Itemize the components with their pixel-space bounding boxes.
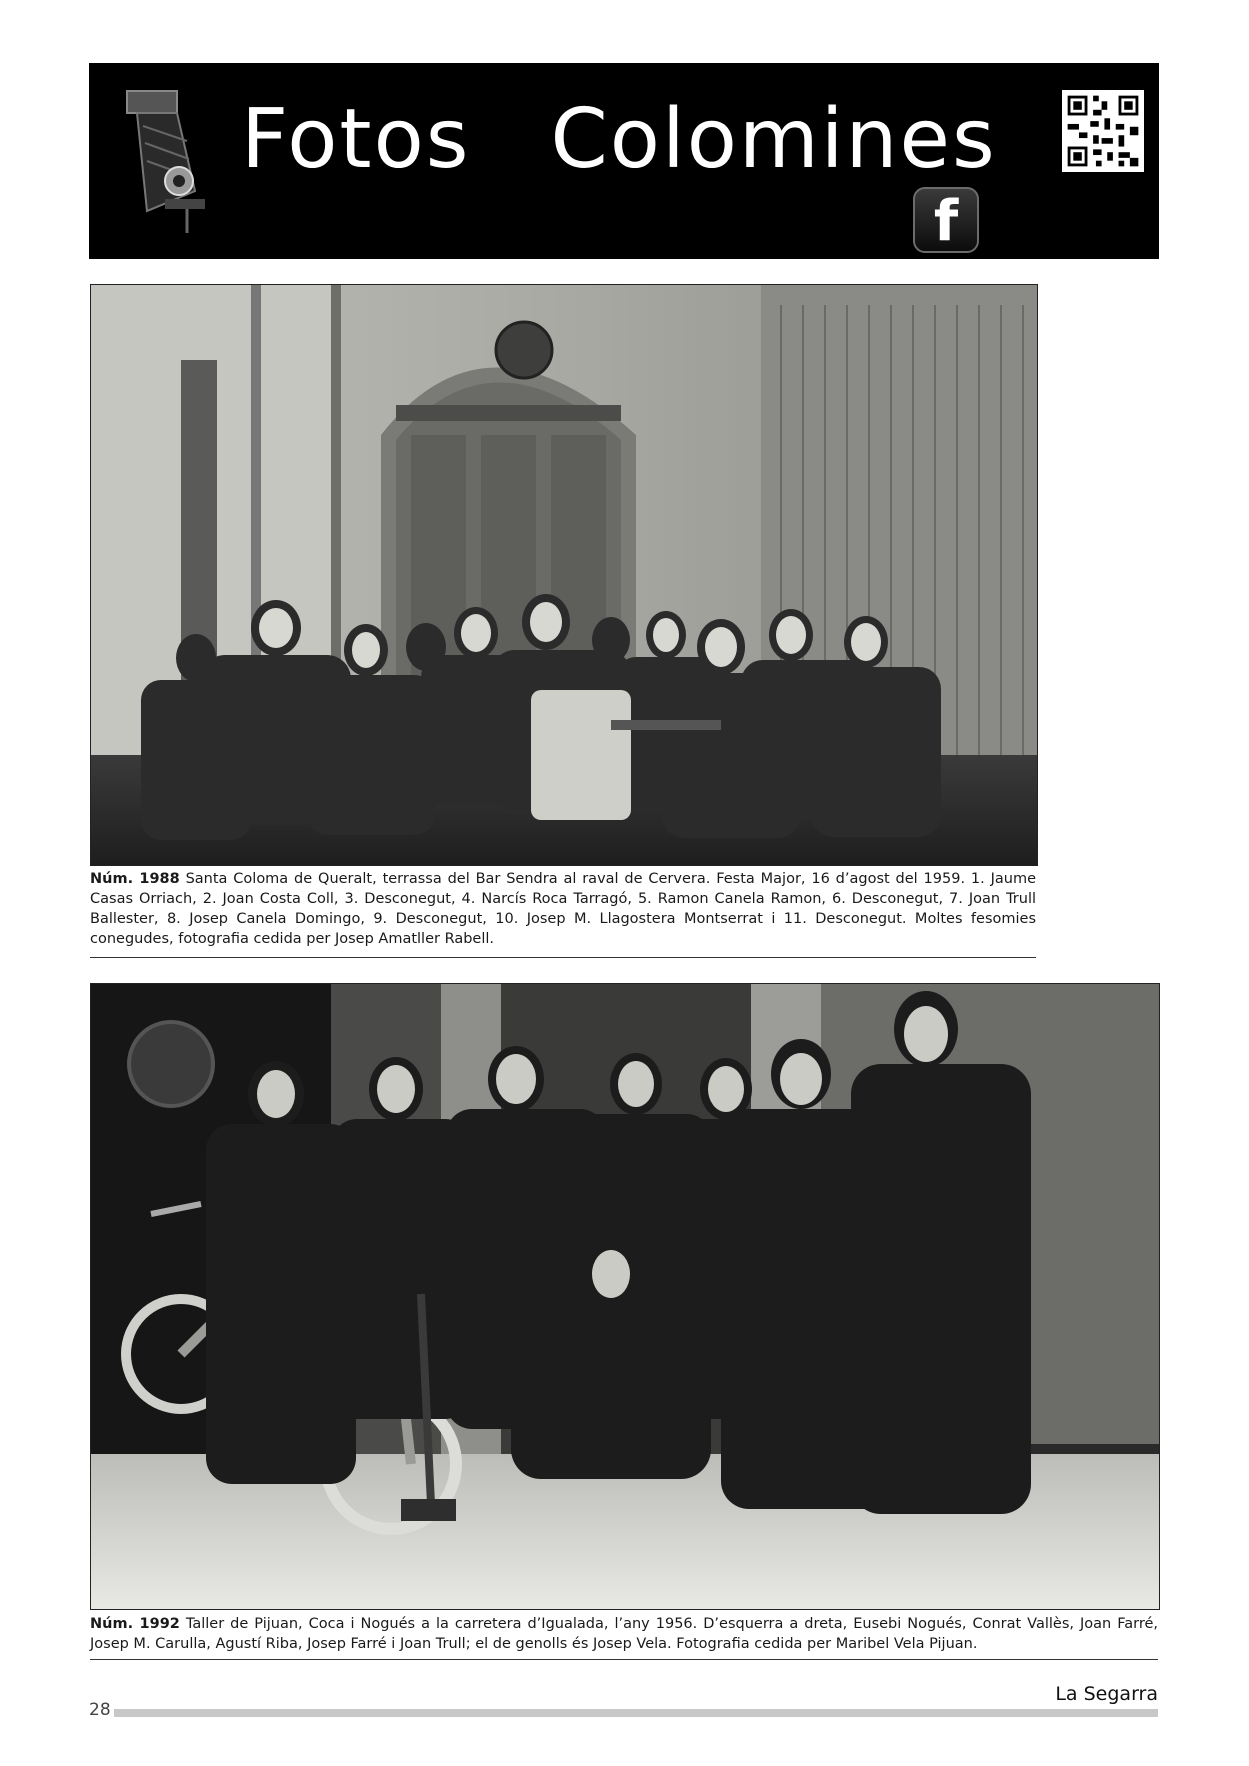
header-banner [89, 63, 1159, 259]
caption-number: Núm. 1992 [90, 1616, 180, 1632]
facebook-icon[interactable]: f [913, 187, 979, 253]
photo-caption-2 [90, 1614, 1158, 1654]
page-number: 28 [89, 1700, 111, 1720]
photo-caption-1 [90, 869, 1036, 949]
photo-bar-sendra-terrace [90, 284, 1038, 866]
banner-title: Fotos Colomines [241, 92, 997, 187]
camera-icon [117, 81, 217, 241]
photo-pijuan-workshop [90, 983, 1160, 1610]
caption-divider [90, 957, 1036, 958]
footer-bar [114, 1709, 1158, 1717]
caption-text: Taller de Pijuan, Coca i Nogués a la carretera d’Igualada, l’any 1956. D’esquerra a dreta, Eusebi Nogués, Conrat Vallès, Joan Farré, Josep M. Carulla, Agustí Riba, Josep Farré i Joan Trull; el de genolls és Josep Vela. Fotografia cedida per Maribel Vela Pijuan. [90, 1616, 1158, 1652]
magazine-name: La Segarra [1055, 1683, 1158, 1705]
qr-code-icon [1062, 90, 1144, 172]
caption-text: Santa Coloma de Queralt, terrassa del Bar Sendra al raval de Cervera. Festa Major, 16 d’agost del 1959. 1. Jaume Casas Orriach, 2. Joan Costa Coll, 3. Desconegut, 4. Narcís Roca Tarragó, 5. Ramon Canela Ramon, 6. Desconegut, 7. Joan Trull Ballester, 8. Josep Canela Domingo, 9. Desconegut, 10. Josep M. Llagostera Montserrat i 11. Desconegut. Moltes fesomies conegudes, fotografia cedida per Josep Amatller Rabell. [90, 871, 1036, 947]
caption-divider [90, 1659, 1158, 1660]
caption-number: Núm. 1988 [90, 871, 180, 887]
